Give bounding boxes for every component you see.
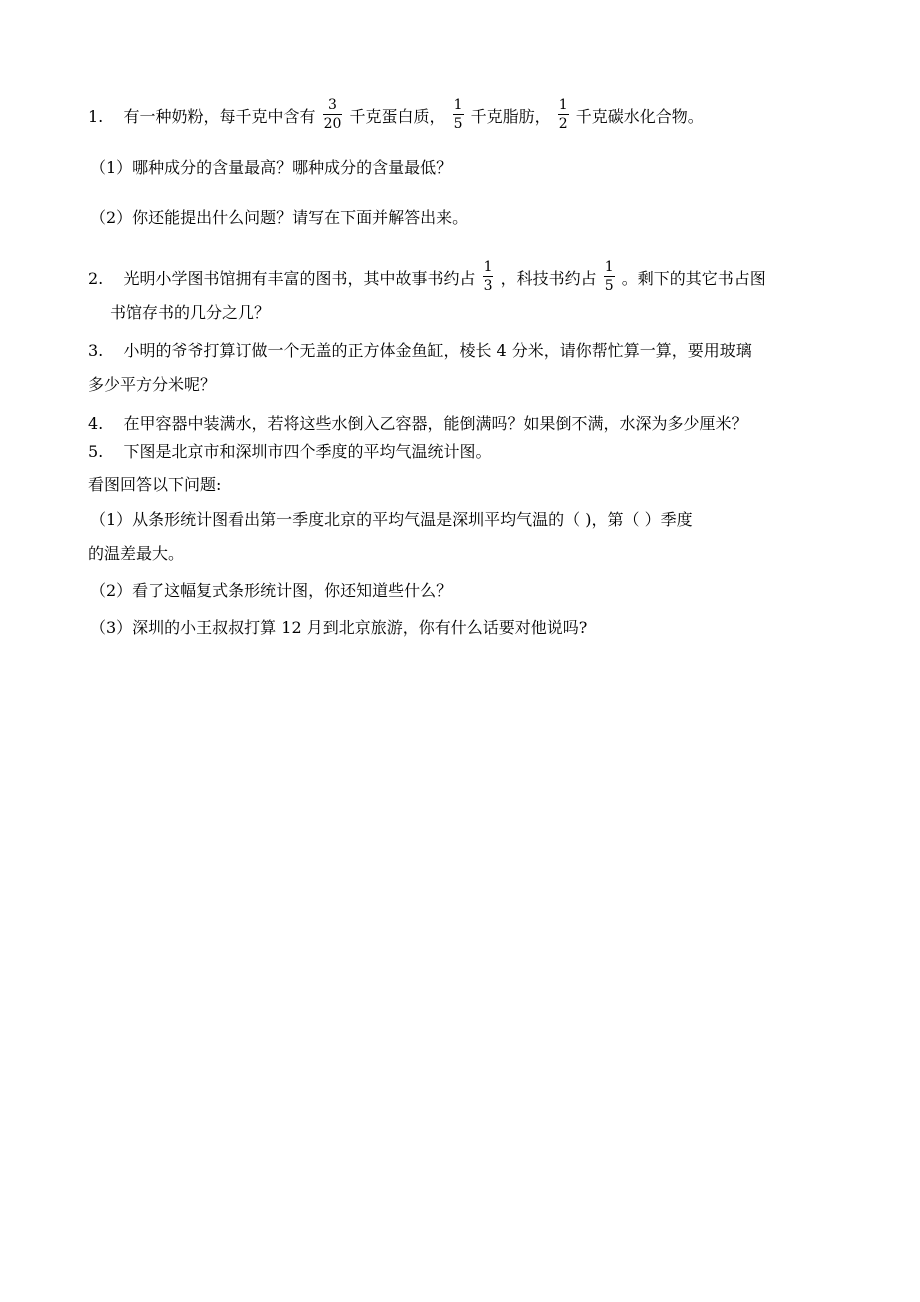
fraction-numerator: 1 [453, 97, 463, 113]
fraction-denominator: 20 [323, 116, 342, 132]
fraction-denominator: 5 [453, 116, 463, 132]
question-2-continued: 书馆存书的几分之几？ [110, 303, 271, 322]
question-1-sub-2: （2）你还能提出什么问题？请写在下面并解答出来。 [90, 208, 469, 227]
question-text: 光明小学图书馆拥有丰富的图书，其中故事书约占 [123, 269, 476, 288]
fraction-science-books [604, 258, 615, 295]
fraction-numerator: 1 [483, 259, 493, 275]
fraction-denominator: 3 [483, 278, 493, 294]
question-number: 3. [88, 341, 104, 360]
question-5-sub-3: （3）深圳的小王叔叔打算 12 月到北京旅游，你有什么话要对他说吗? [90, 618, 588, 637]
fraction-protein [323, 96, 343, 133]
question-text: ，科技书约占 [500, 269, 597, 288]
fraction-numerator: 1 [604, 259, 614, 275]
question-1-sub-1: （1）哪种成分的含量最高？哪种成分的含量最低？ [90, 158, 453, 177]
question-text: 千克蛋白质， [349, 107, 446, 126]
question-5-sub-1: （1）从条形统计图看出第一季度北京的平均气温是深圳平均气温的（ )，第（ ）季度 [90, 510, 693, 529]
question-1 [88, 99, 704, 136]
question-text: 在甲容器中装满水，若将这些水倒入乙容器，能倒满吗？如果倒不满，水深为多少厘米？ [123, 414, 748, 433]
question-text: 下图是北京市和深圳市四个季度的平均气温统计图。 [123, 442, 492, 461]
fraction-numerator: 1 [558, 97, 568, 113]
fraction-denominator: 2 [558, 116, 568, 132]
question-number: 5. [88, 442, 104, 461]
question-number: 4. [88, 414, 104, 433]
fraction-fat [453, 96, 464, 133]
question-5-sub-1-continued: 的温差最大。 [88, 544, 185, 563]
fraction-denominator: 5 [604, 278, 614, 294]
fraction-story-books [483, 258, 494, 295]
question-text: 有一种奶粉，每千克中含有 [123, 107, 316, 126]
question-5-intro: 看图回答以下问题: [88, 475, 222, 494]
question-2 [88, 261, 766, 298]
question-3-continued: 多少平方分米呢？ [88, 375, 217, 394]
question-5 [88, 441, 491, 463]
question-text: 千克碳水化合物。 [575, 107, 704, 126]
question-number: 1. [88, 107, 104, 126]
question-text: 千克脂肪， [470, 107, 551, 126]
question-number: 2. [88, 269, 104, 288]
question-text: 小明的爷爷打算订做一个无盖的正方体金鱼缸，棱长 4 分米，请你帮忙算一算，要用玻璃 [123, 341, 752, 360]
question-3 [88, 340, 752, 362]
question-5-sub-2: （2）看了这幅复式条形统计图，你还知道些什么？ [90, 581, 453, 600]
question-text: 。剩下的其它书占图 [621, 269, 766, 288]
fraction-carbohydrate [558, 96, 569, 133]
fraction-numerator: 3 [328, 97, 337, 113]
question-4 [88, 413, 747, 435]
